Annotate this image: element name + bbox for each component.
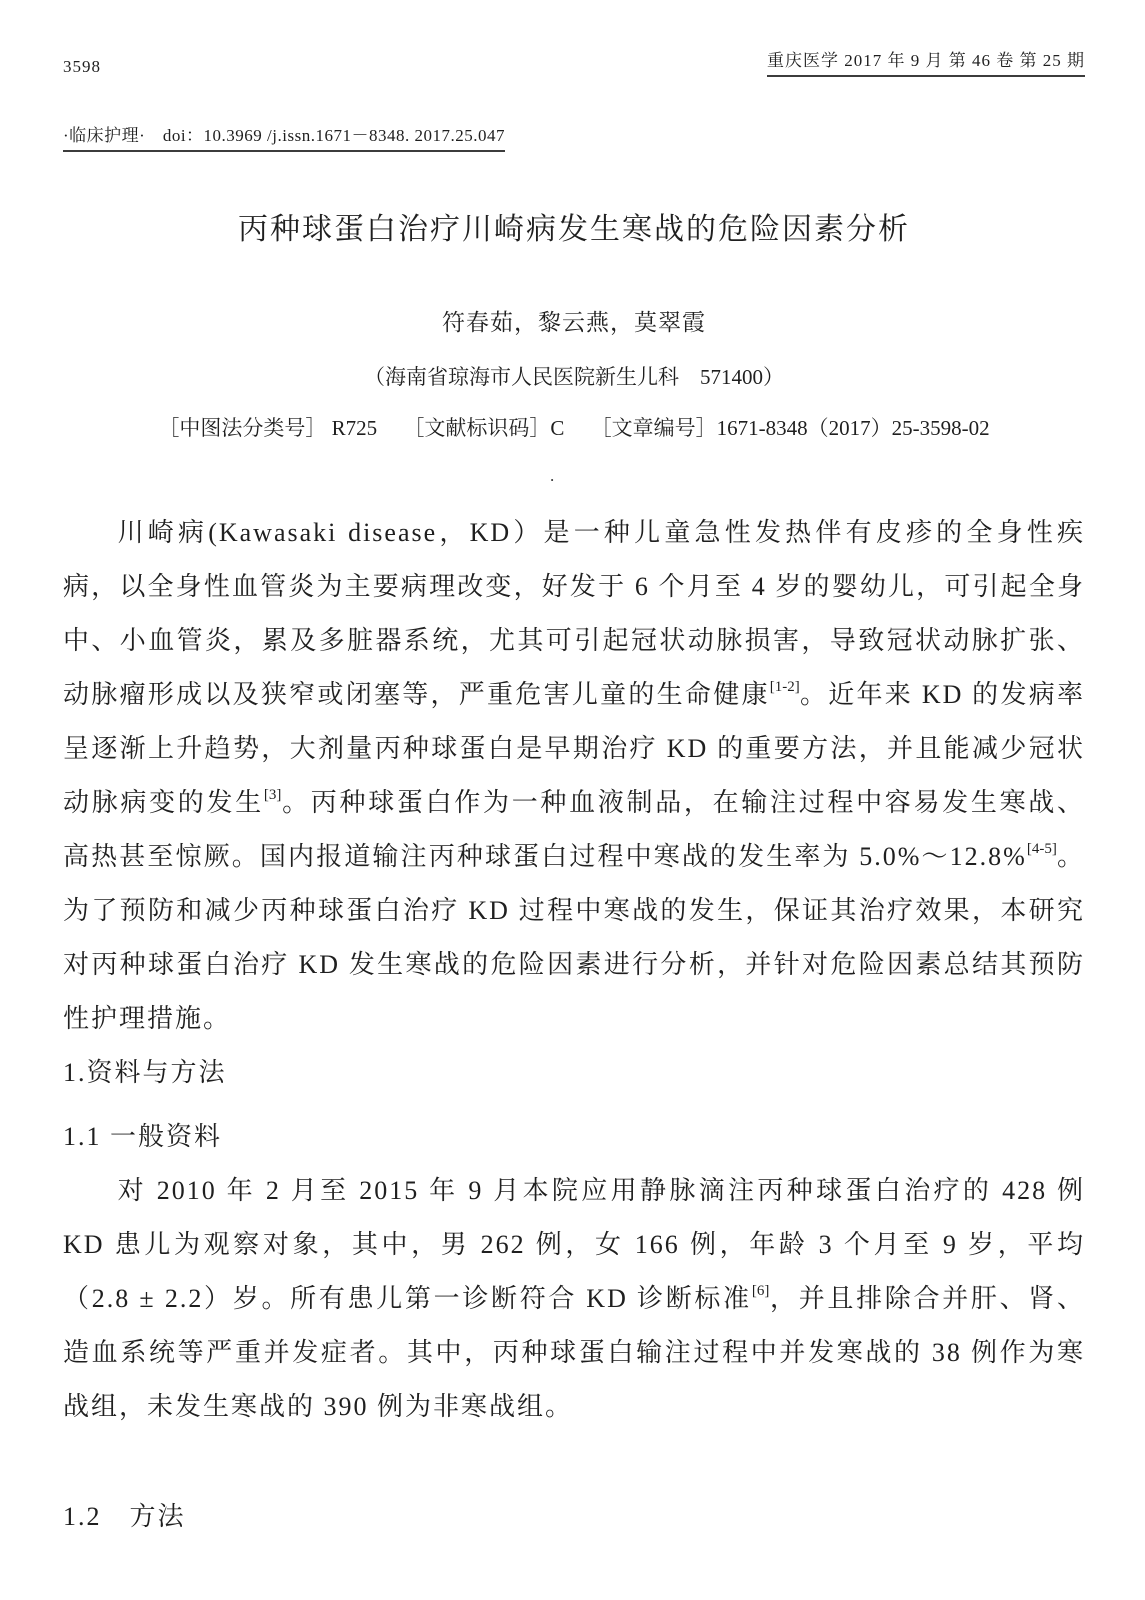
page-header bbox=[63, 46, 1085, 77]
section-doi-line: ·临床护理· doi：10.3969 /j.issn.1671－8348. 2017.25.047 bbox=[63, 121, 505, 152]
paragraph-text: 。丙种球蛋白作为一种血液制品，在输注过程中容易发生寒战、高热甚至惊厥。国内报道输注丙种球蛋白过程中寒战的发生率为 5.0%～12.8% bbox=[63, 788, 1085, 871]
paragraph-text: ，并且排除合并肝、肾、造血系统等严重并发症者。其中，丙种球蛋白输注过程中并发寒战的 38 例作为寒战组，未发生寒战的 390 例为非寒战组。 bbox=[63, 1284, 1085, 1421]
authors-line: 符春茹，黎云燕，莫翠霞 bbox=[442, 310, 706, 335]
paragraph-text: 对 2010 年 2 月至 2015 年 9 月本院应用静脉滴注丙种球蛋白治疗的 428 例 KD 患儿为观察对象，其中，男 262 例，女 166 例，年龄 3 个月至 9 岁，平均（2.8 ± 2.2）岁。所有患儿第一诊断符合 KD 诊断标准 bbox=[63, 1176, 1085, 1313]
general-data-paragraph bbox=[63, 1164, 1085, 1434]
paragraph-text: 。为了预防和减少丙种球蛋白治疗 KD 过程中寒战的发生，保证其治疗效果，本研究对丙种球蛋白治疗 KD 发生寒战的危险因素进行分析，并针对危险因素总结其预防性护理措施。 bbox=[63, 842, 1085, 1033]
page-number: 3598 bbox=[63, 57, 101, 76]
paragraph-text: 。近年来 KD 的发病率呈逐渐上升趋势，大剂量丙种球蛋白是早期治疗 KD 的重要方法，并且能减少冠状动脉病变的发生 bbox=[63, 680, 1085, 817]
intro-paragraph bbox=[63, 506, 1085, 1046]
paragraph-text: 川崎病(Kawasaki disease，KD）是一种儿童急性发热伴有皮疹的全身性疾病，以全身性血管炎为主要病理改变，好发于 6 个月至 4 岁的婴幼儿，可引起全身中、小血管炎，累及多脏器系统，尤其可引起冠状动脉损害，导致冠状动脉扩张、动脉瘤形成以及狭窄或闭塞等，严重危害儿童的生命健康 bbox=[63, 518, 1085, 709]
article-title: 丙种球蛋白治疗川崎病发生寒战的危险因素分析 bbox=[238, 213, 910, 246]
citation-reference: [1-2] bbox=[769, 679, 800, 695]
classification-meta-line: ［中图法分类号］ R725 ［文献标识码］C ［文章编号］1671-8348（2017）25-3598-02 bbox=[158, 416, 990, 440]
section-heading-materials-methods: 1.资料与方法 bbox=[63, 1058, 227, 1087]
citation-reference: [4-5] bbox=[1026, 841, 1057, 857]
stray-period-mark: . bbox=[550, 466, 555, 485]
section-heading-general-data: 1.1 一般资料 bbox=[63, 1122, 223, 1151]
doi-row bbox=[63, 121, 1085, 152]
section-heading-methods: 1.2 方法 bbox=[63, 1502, 186, 1531]
article-body bbox=[63, 506, 1085, 1544]
citation-reference: [3] bbox=[263, 787, 282, 803]
affiliation-line: （海南省琼海市人民医院新生儿科 571400） bbox=[364, 365, 784, 389]
citation-reference: [6] bbox=[751, 1283, 770, 1299]
journal-issue-reference: 重庆医学 2017 年 9 月 第 46 卷 第 25 期 bbox=[767, 46, 1085, 77]
